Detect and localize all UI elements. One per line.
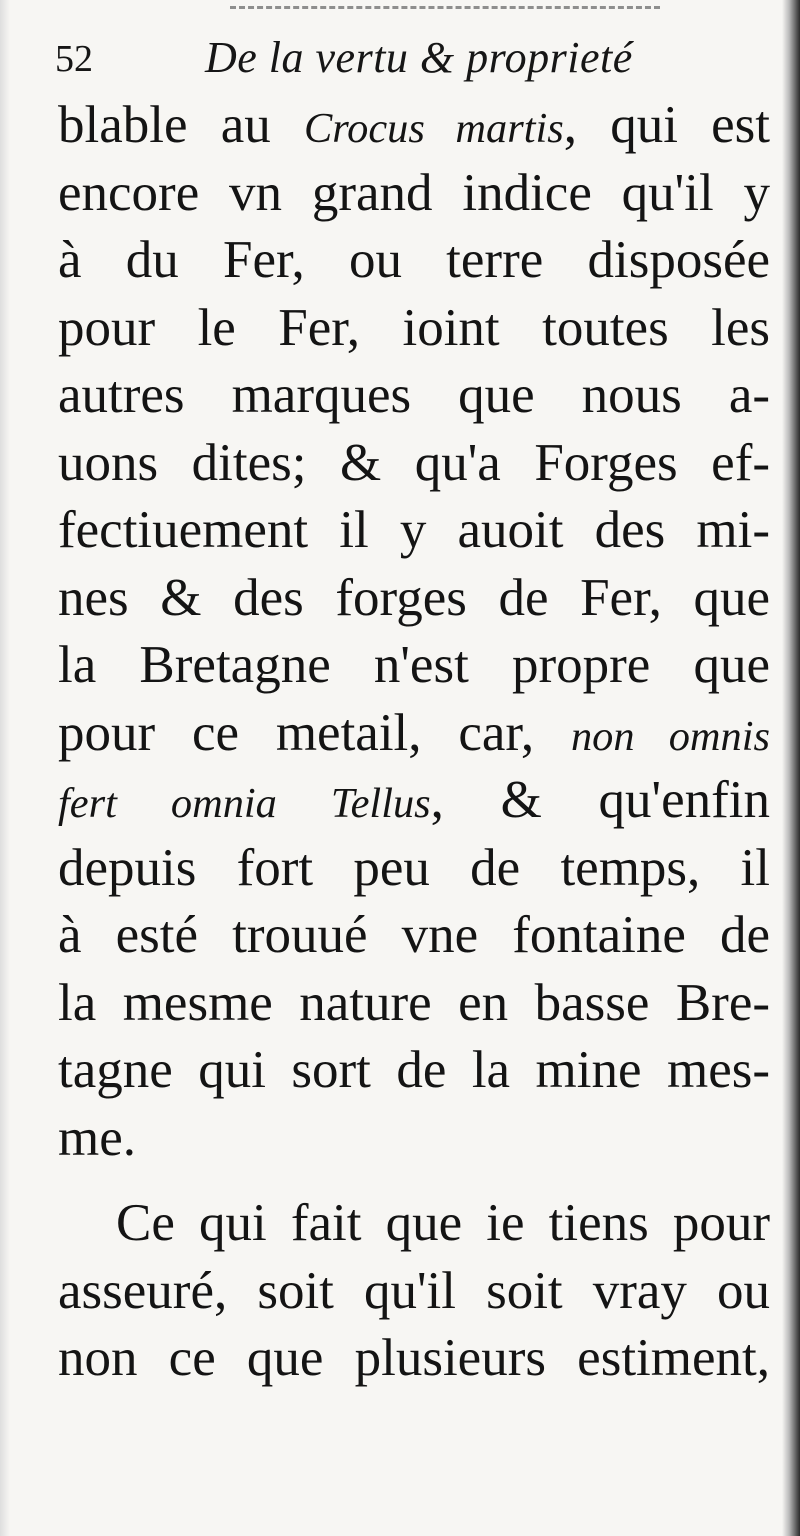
page-left-edge bbox=[0, 0, 10, 1536]
text-line: fectiuement il y auoit des mi- bbox=[58, 501, 770, 559]
text-line: autres marques que nous a- bbox=[58, 366, 770, 424]
latin-phrase: non omnis bbox=[570, 712, 770, 760]
text-line: à du Fer, ou terre disposée bbox=[58, 231, 770, 289]
text-line: pour le Fer, ioint toutes les bbox=[58, 298, 770, 357]
body-text bbox=[58, 92, 770, 1393]
text-line bbox=[58, 700, 770, 768]
text-line: uons dites; & qu'a Forges ef- bbox=[58, 433, 770, 492]
text-line: encore vn grand indice qu'il y bbox=[58, 163, 770, 222]
page-right-edge bbox=[782, 0, 800, 1536]
text-line: depuis fort peu de temps, il bbox=[58, 838, 770, 897]
text-line: à esté trouué vne fontaine de bbox=[58, 906, 770, 964]
text-line: asseuré, soit qu'il soit vray ou bbox=[58, 1261, 770, 1320]
text-line: la Bretagne n'est propre que bbox=[58, 636, 770, 694]
text-line: la mesme nature en basse Bre- bbox=[58, 973, 770, 1032]
latin-phrase: Crocus martis bbox=[303, 105, 564, 152]
text-line: nes & des forges de Fer, que bbox=[58, 568, 770, 627]
top-rule bbox=[230, 6, 660, 9]
text-fragment: pour ce metail, car, bbox=[58, 703, 571, 762]
text-line: non ce que plusieurs estiment, bbox=[58, 1329, 770, 1387]
latin-phrase: fert omnia Tellus bbox=[58, 780, 431, 827]
text-line bbox=[58, 92, 770, 160]
text-line: Ce qui fait que ie tiens pour bbox=[116, 1194, 770, 1252]
running-title: De la vertu & proprieté bbox=[205, 33, 633, 82]
text-line: me. bbox=[58, 1108, 136, 1167]
text-fragment: , qui est bbox=[563, 96, 770, 154]
running-head bbox=[55, 32, 745, 92]
page-number: 52 bbox=[55, 38, 93, 80]
text-line: tagne qui sort de la mine mes- bbox=[58, 1041, 770, 1099]
text-fragment: , & qu'enfin bbox=[430, 771, 770, 829]
text-line bbox=[58, 767, 770, 835]
text-fragment: blable au bbox=[58, 96, 304, 154]
